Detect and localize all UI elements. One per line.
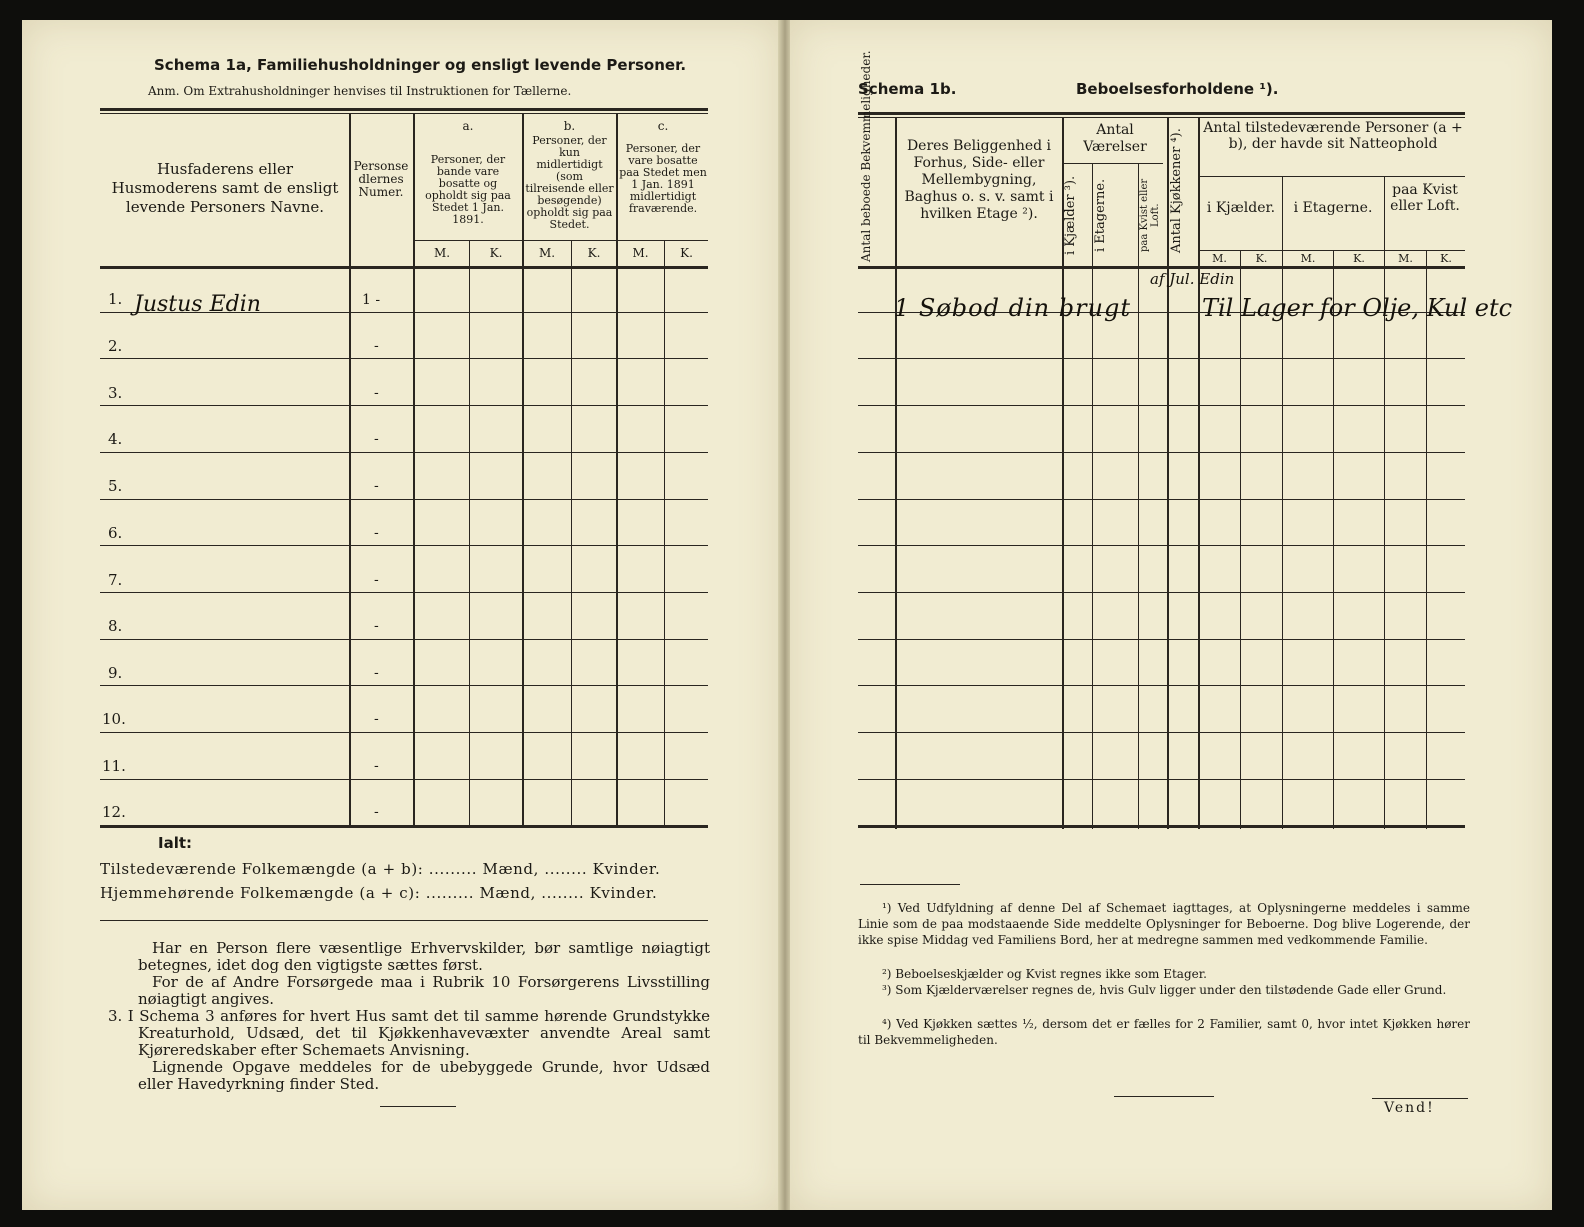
person-number: -	[374, 711, 379, 727]
note-grunde: Lignende Opgave meddeles for de ubebyggede Grunde, hvor Udsæd eller Havedyrkning finder Sted.	[138, 1058, 710, 1093]
person-number: -	[374, 525, 379, 541]
header-paa-kvist: paa Kvist eller Loft.	[1139, 178, 1161, 252]
person-number: -	[374, 431, 379, 447]
header-m: M.	[538, 246, 556, 260]
handwritten-row1-location: 1 Søbod din brugt	[894, 294, 1132, 322]
row-number: 1.	[108, 290, 123, 308]
person-number: 1 -	[362, 292, 381, 308]
header-col-a-letter: a.	[462, 119, 474, 133]
total-resident: Hjemmehørende Folkemængde (a + c): ......... Mænd, ........ Kvinder.	[100, 884, 658, 902]
row-number: 3.	[108, 384, 123, 402]
person-number: -	[374, 338, 379, 354]
footnote-4: ⁴) Ved Kjøkken sættes ½, dersom det er fælles for 2 Familier, samt 0, hvor intet Kjøkken hører til Bekvemmeligheden.	[858, 1017, 1470, 1047]
note-schema-3: 3. I Schema 3 anføres for hvert Hus samt det til samme hørende Grundstykke Kreaturhold, Udsæd, det til Kjøkkenhavevæxter anvendte Areal samt Kjøreredskaber efter Schemaets Anvisning.	[108, 1007, 710, 1059]
header-k: K.	[680, 246, 693, 260]
anm-note: Anm. Om Extrahusholdninger henvises til Instruktionen for Tællerne.	[148, 84, 572, 98]
row-number: 12.	[102, 803, 126, 821]
header-names: Husfaderens eller Husmoderens samt de ensligt levende Personers Navne.	[111, 160, 339, 216]
header-i-kjaelder: i Kjælder ³).	[1063, 175, 1078, 255]
row-number: 9.	[108, 664, 123, 682]
footnote-1: ¹) Ved Udfyldning af denne Del af Schemaet iagttages, at Oplysningerne meddeles i samme Linie som de paa modstaaende Side meddelte Oplysninger for Beboerne. Dog blive Logerende, der ikke spise Middag ved Familiens Bord, her at medregne sammen med vedkommende Familie.	[858, 901, 1470, 947]
header-m: M.	[433, 246, 451, 260]
header-sub-kjaelder: i Kjælder.	[1206, 200, 1276, 216]
row-number: 5.	[108, 477, 123, 495]
footnote-2: ²) Beboelseskjælder og Kvist regnes ikke som Etager.	[882, 967, 1207, 981]
footnote-3: ³) Som Kjælderværelser regnes de, hvis Gulv ligger under den tilstødende Gade eller Grund.	[882, 983, 1447, 997]
person-number: -	[374, 572, 379, 588]
person-number: -	[374, 758, 379, 774]
row-number: 11.	[102, 757, 126, 775]
header-bekvemmeligheder: Antal beboede Bekvemmeligheder.	[859, 50, 873, 262]
person-number: -	[374, 665, 379, 681]
header-col-b: Personer, der kun midlertidigt (som tilreisende eller besøgende) opholdt sig paa Stedet.	[525, 134, 614, 231]
person-number: -	[374, 804, 379, 820]
row-number: 10.	[102, 710, 126, 728]
schema-1a-title: Schema 1a, Familiehusholdninger og ensligt levende Personer.	[154, 56, 687, 74]
header-sub-etagerne: i Etagerne.	[1293, 200, 1373, 216]
person-number: -	[374, 478, 379, 494]
header-m: M.	[1300, 252, 1316, 265]
person-number: -	[374, 618, 379, 634]
vend-label: Vend!	[1384, 1100, 1435, 1116]
header-col-b-letter: b.	[563, 119, 576, 133]
row-number: 8.	[108, 617, 123, 635]
header-col-c-letter: c.	[657, 119, 669, 133]
header-k: K.	[1440, 252, 1452, 265]
row-number: 6.	[108, 524, 123, 542]
header-sub-kvist: paa Kvist eller Loft.	[1390, 182, 1460, 214]
header-k: K.	[587, 246, 601, 260]
person-number: -	[374, 385, 379, 401]
header-col-a: Personer, der bande vare bosatte og opholdt sig paa Stedet 1 Jan. 1891.	[425, 153, 511, 226]
handwritten-insertion: af Jul. Edin	[1150, 270, 1235, 288]
header-m: M.	[1398, 252, 1413, 265]
left-page	[22, 20, 780, 1210]
header-person-number: Personsedlernes Numer.	[353, 159, 409, 199]
beboelse-title: Beboelsesforholdene ¹).	[1076, 80, 1279, 98]
row-number: 7.	[108, 571, 123, 589]
handwritten-name: Justus Edin	[134, 292, 261, 317]
header-col-c: Personer, der vare bosatte paa Stedet men 1 Jan. 1891 midlertidigt fraværende.	[619, 142, 707, 215]
header-m: M.	[1212, 252, 1227, 265]
row-number: 2.	[108, 337, 123, 355]
note-occupations: Har en Person flere væsentlige Erhvervskilder, bør samtlige nøiagtigt betegnes, idet dog den vigtigste sættes først.	[138, 939, 710, 974]
schema-1b-title: Schema 1b.	[858, 80, 957, 98]
header-k: K.	[489, 246, 503, 260]
handwritten-row1-usage: Til Lager for Olje, Kul etc	[1202, 294, 1513, 322]
header-vaerelser: Antal Værelser	[1083, 122, 1147, 155]
header-kjokkener: Antal Kjøkkener ⁴).	[1169, 128, 1184, 254]
row-number: 4.	[108, 430, 123, 448]
note-forsorger: For de af Andre Forsørgede maa i Rubrik 10 Forsørgerens Livsstilling nøiagtigt angives.	[138, 973, 710, 1008]
header-k: K.	[1255, 252, 1268, 265]
total-present: Tilstedeværende Folkemængde (a + b): ......... Mænd, ........ Kvinder.	[100, 860, 661, 878]
right-page	[790, 20, 1552, 1210]
header-beliggenhed: Deres Beliggenhed i Forhus, Side- eller Mellembygning, Baghus o. s. v. samt i hvilken Etage ²).	[904, 138, 1054, 222]
header-k: K.	[1353, 252, 1365, 265]
ialt-label: Ialt:	[158, 834, 193, 852]
header-i-etagerne: i Etagerne.	[1093, 178, 1108, 252]
header-tilstede: Antal tilstedeværende Personer (a + b), der havde sit Natteophold	[1203, 120, 1463, 152]
header-m: M.	[632, 246, 649, 260]
